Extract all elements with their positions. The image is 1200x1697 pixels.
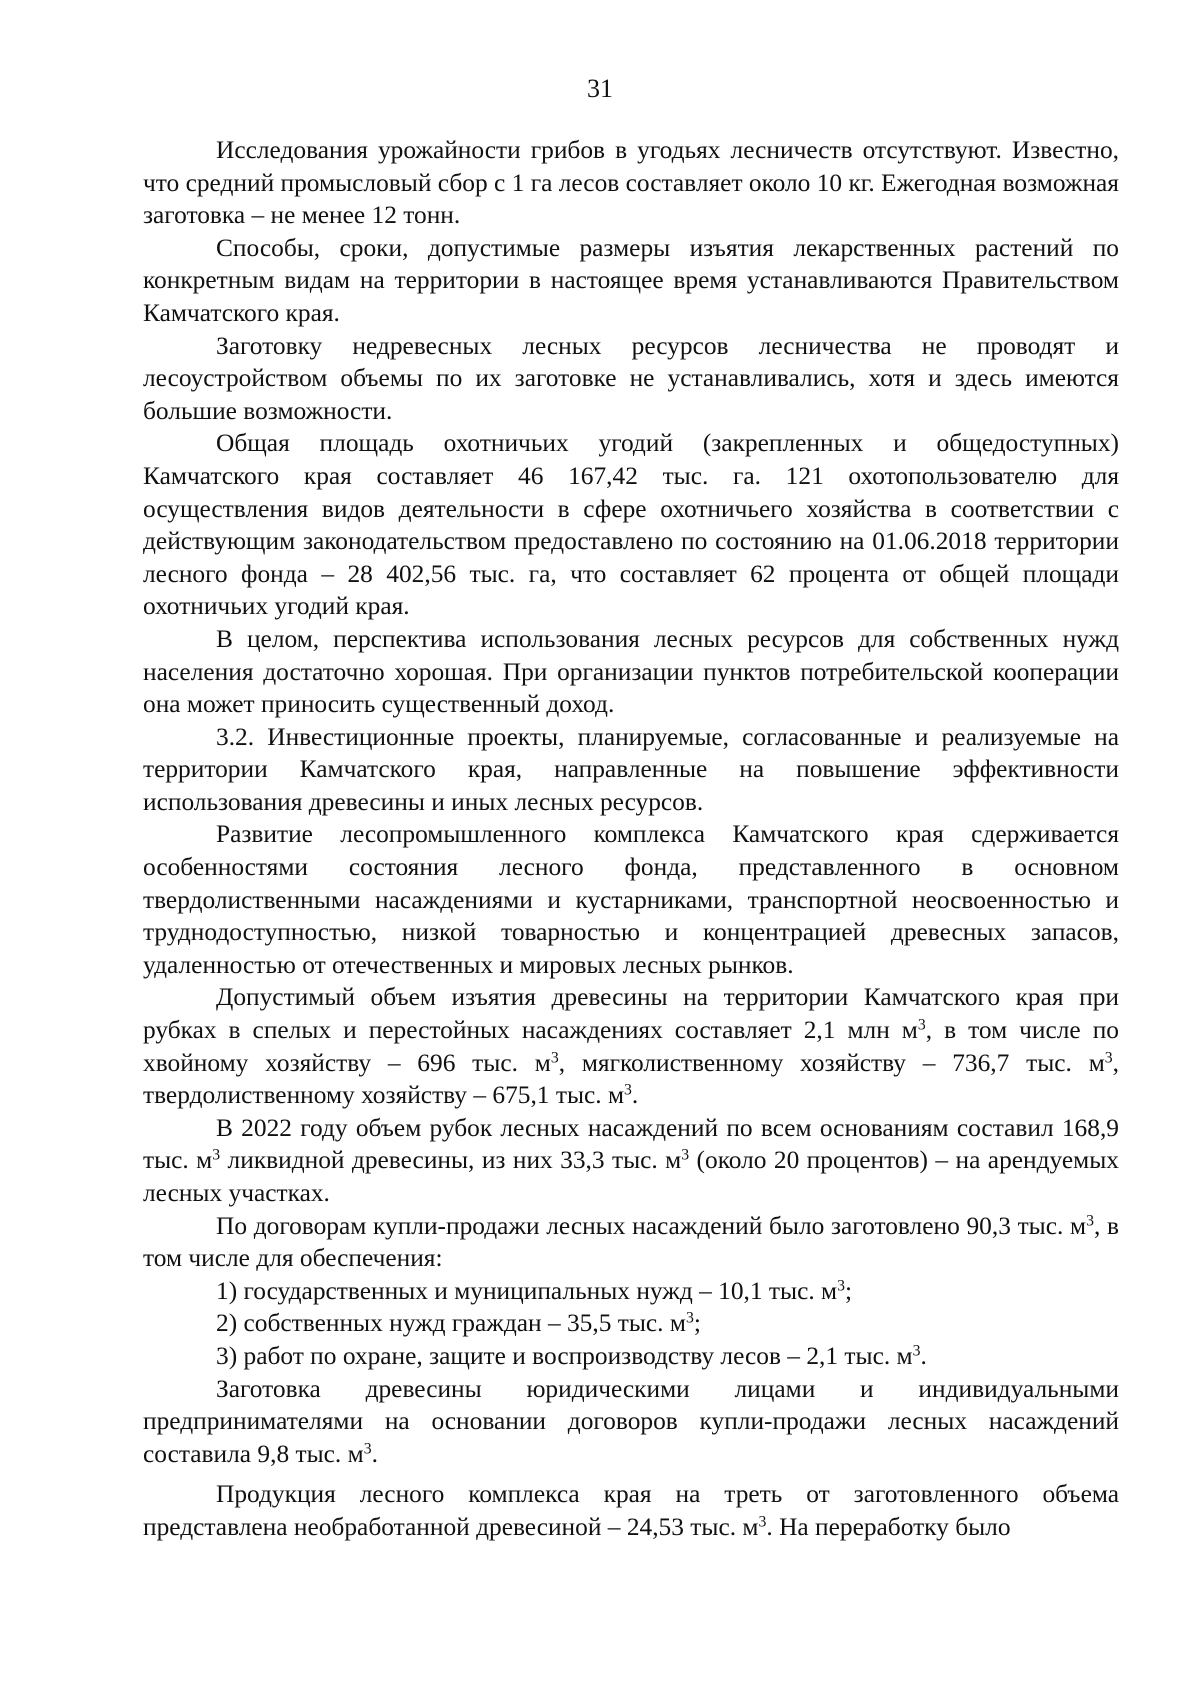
text-fragment: 3) работ по охране, защите и воспроизводству лесов – 2,1 тыс. м [216,1341,913,1370]
superscript-3: 3 [212,1146,221,1164]
paragraph-medicinal-plants: Способы, сроки, допустимые размеры изъятия лекарственных растений по конкретным видам на территории в настоящее время устанавливаются Правительством Камчатского края. [143,233,1119,327]
superscript-3: 3 [912,1342,921,1360]
text-fragment: , твердолиственному хозяйству – 675,1 тыс. м [143,1048,1119,1110]
superscript-3: 3 [624,1081,632,1099]
paragraph-mushrooms: Исследования урожайности грибов в угодьях лесничеств отсутствуют. Известно, что средний промысловый сбор с 1 га лесов составляет около 10 кг. Ежегодная возможная заготовка – не менее 12 тонн. [143,136,1119,230]
text-fragment: , в том числе по хвойному хозяйству – 696 тыс. м [143,1016,1119,1077]
list-item-3 [143,1340,1119,1373]
superscript-3: 3 [681,1146,690,1164]
paragraph-local-needs: В целом, перспектива использования лесных ресурсов для собственных нужд населения достаточно хорошая. При организации пунктов потребительской кооперации она может приносить существенный доход. [143,624,1119,719]
superscript-3: 3 [550,1048,559,1066]
text-fragment: . [631,1081,639,1110]
text-fragment: В 2022 году объем рубок лесных насаждений по всем основаниям составил 168,9 тыс. м [143,1113,1119,1175]
page-body [143,134,1119,1544]
paragraph-hunting-grounds: Общая площадь охотничьих угодий (закрепленных и общедоступных) Камчатского края составляет 46 167,42 тыс. га. 121 охотопользователю для осуществления видов деятельности в сфере охотничьего хозяйства в соответствии с действующим законодательством предоставлено по состоянию на 01.06.2018 территории лесного фонда – 28 402,56 тыс. га, что составляет 62 процента от общей площади охотничьих угодий края. [143,429,1119,621]
section-heading-3-2: 3.2. Инвестиционные проекты, планируемые, согласованные и реализуемые на территории Камчатского края, направленные на повышение эффективности использования древесины и иных лесных ресурсов. [143,722,1119,816]
text-fragment: По договорам купли-продажи лесных насаждений было заготовлено 90,3 тыс. м [216,1211,1087,1240]
list-item-1 [143,1275,1119,1308]
text-fragment: (около 20 процентов) – на арендуемых лесных участках. [143,1146,1119,1207]
list-item-2 [143,1307,1119,1340]
text-fragment: Продукция лесного комплекса края на треть от заготовленного объема представлена необработанной древесиной – 24,53 тыс. м [143,1480,1119,1541]
text-fragment: ; [845,1276,853,1305]
text-fragment: Заготовка древесины юридическими лицами и индивидуальными предпринимателями на основании договоров купли-продажи лесных насаждений составила 9,8 тыс. м [143,1374,1119,1468]
superscript-3: 3 [363,1440,372,1458]
superscript-3: 3 [917,1016,926,1034]
text-fragment: , в том числе для обеспечения: [143,1211,1119,1273]
text-fragment: ликвидной древесины, из них 33,3 тыс. м [220,1146,682,1175]
superscript-3: 3 [1086,1211,1094,1229]
text-fragment: . На переработку было [766,1512,1011,1541]
text-fragment: . [920,1341,927,1370]
paragraph-non-timber-resources: Заготовку недревесных лесных ресурсов лесничества не проводят и лесоустройством объемы по их заготовке не устанавливались, хотя и здесь имеются большие возможности. [143,331,1119,425]
text-fragment: , мягколиственному хозяйству – 736,7 тыс. м [558,1048,1105,1077]
text-fragment: 2) собственных нужд граждан – 35,5 тыс. м [216,1309,686,1338]
superscript-3: 3 [685,1309,694,1327]
superscript-3: 3 [758,1513,767,1531]
text-fragment: 1) государственных и муниципальных нужд – 10,1 тыс. м [216,1276,838,1305]
paragraph-2022-felling [143,1112,1119,1210]
paragraph-legal-entities [143,1373,1119,1471]
text-fragment: Допустимый объем изъятия древесины на территории Камчатского края при рубках в спелых и перестойных насаждениях составляет 2,1 млн м [143,983,1119,1045]
paragraph-sale-contracts [143,1210,1119,1275]
text-fragment: ; [693,1309,701,1338]
text-fragment: . [371,1439,378,1468]
page-number: 31 [587,74,613,103]
superscript-3: 3 [1104,1048,1113,1066]
paragraph-timber-industry: Развитие лесопромышленного комплекса Камчатского края сдерживается особенностями состояния лесного фонда, представленного в основном твердолиственными насаждениями и кустарниками, транспортной неосвоенностью и труднодоступностью, низкой товарностью и концентрацией древесных запасов, удаленностью от отечественных и мировых лесных рынков. [143,820,1119,979]
superscript-3: 3 [837,1277,845,1295]
paragraph-allowable-harvest [143,981,1119,1111]
paragraph-forest-products [143,1478,1119,1543]
